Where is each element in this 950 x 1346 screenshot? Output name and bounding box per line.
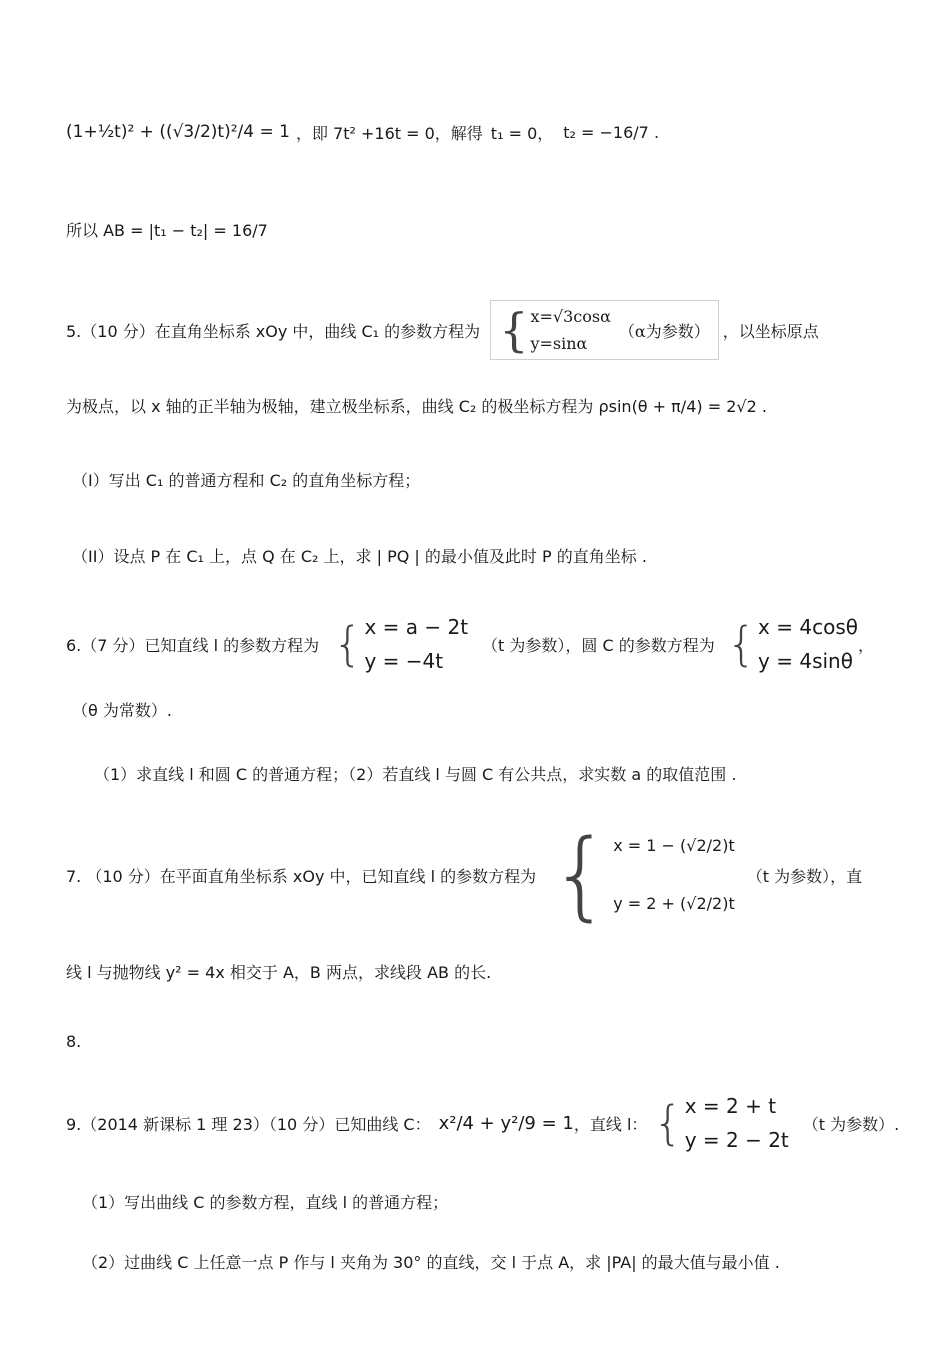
question-5-part-1: （I）写出 C₁ 的普通方程和 C₂ 的直角坐标方程； (72, 471, 421, 490)
q6-circle-x: x = 4cosθ (758, 615, 858, 639)
question-6-line-2: （θ 为常数）. (72, 701, 172, 720)
question-9-part-2: （2）过曲线 C 上任意一点 P 作与 l 夹角为 30° 的直线，交 l 于点 A，求 |PA| 的最大值与最小值 . (82, 1253, 780, 1272)
solution-equation-line (66, 92, 659, 172)
q9-x-equation: x = 2 + t (684, 1094, 777, 1118)
q5-param-note: （α为参数） (618, 321, 710, 341)
brace-icon: { (726, 617, 757, 671)
q5-x-equation: x=√3cosα (530, 306, 611, 326)
q6-line-system (333, 610, 468, 678)
ab-length-result: 所以 AB = |t₁ − t₂| = 16/7 (66, 221, 268, 240)
question-6-line-1 (66, 612, 874, 676)
root-t2: t₂ = −16/7 . (563, 122, 660, 142)
question-7-line-1 (66, 812, 862, 938)
q7-x-equation: x = 1 − (√2/2)t (613, 836, 735, 856)
brace-icon: { (653, 1096, 683, 1150)
question-5-part-2: （II）设点 P 在 C₁ 上，点 Q 在 C₂ 上，求 | PQ | 的最小值及此时 P 的直角坐标 . (72, 547, 647, 566)
question-6-parts: （1）求直线 l 和圆 C 的普通方程；（2）若直线 l 与圆 C 有公共点，求实数 a 的取值范围 . (94, 765, 737, 784)
q6-tail: ， (857, 635, 874, 655)
question-5-line-2: 为极点，以 x 轴的正半轴为极轴，建立极坐标系，曲线 C₂ 的极坐标方程为 ρsin(θ + π/4) = 2√2 . (66, 397, 767, 416)
q5-intro: 5.（10 分）在直角坐标系 xOy 中，曲线 C₁ 的参数方程为 (66, 321, 481, 341)
q7-line-system (550, 817, 735, 932)
question-7-line-2: 线 l 与抛物线 y² = 4x 相交于 A，B 两点，求线段 AB 的长. (66, 963, 492, 982)
q5-y-equation: y=sinα (530, 334, 588, 353)
q6-circle-system (727, 610, 858, 678)
question-8: 8. (66, 1032, 82, 1051)
substituted-equation: (1+½t)² + ((√3/2)t)²/4 = 1 (66, 122, 290, 142)
q5-tail: ，以坐标原点 (722, 321, 819, 341)
brace-icon: { (333, 617, 363, 671)
q6-x-equation: x = a − 2t (364, 615, 469, 639)
question-9-line-1 (66, 1088, 899, 1158)
q9-y-equation: y = 2 − 2t (684, 1128, 789, 1152)
q7-param-note: （t 为参数），直 (746, 866, 863, 886)
brace-icon: { (550, 819, 612, 931)
q5-parametric-box (490, 300, 719, 360)
q6-y-equation: y = −4t (364, 649, 444, 673)
q7-y-equation: y = 2 + (√2/2)t (613, 894, 735, 913)
q9-mid: ，直线 l： (573, 1114, 648, 1134)
simplified-equation: ，即 7t² +16t = 0，解得 (295, 123, 483, 143)
question-9-part-1: （1）写出曲线 C 的参数方程，直线 l 的普通方程； (82, 1193, 449, 1212)
q6-circle-y: y = 4sinθ (758, 649, 853, 673)
q6-intro: 6.（7 分）已知直线 l 的参数方程为 (66, 635, 320, 655)
brace-icon: { (499, 303, 529, 357)
q9-intro: 9.（2014 新课标 1 理 23）（10 分）已知曲线 C： (66, 1114, 431, 1134)
q9-param-note: （t 为参数）. (802, 1114, 900, 1134)
q6-param-note: （t 为参数），圆 C 的参数方程为 (482, 635, 715, 655)
question-5-line-1 (66, 296, 819, 364)
q9-curve-equation: x²/4 + y²/9 = 1 (438, 1112, 574, 1134)
q9-line-system (653, 1089, 788, 1157)
root-t1: t₁ = 0， (490, 123, 554, 143)
q7-intro: 7. （10 分）在平面直角坐标系 xOy 中，已知直线 l 的参数方程为 (66, 866, 537, 886)
